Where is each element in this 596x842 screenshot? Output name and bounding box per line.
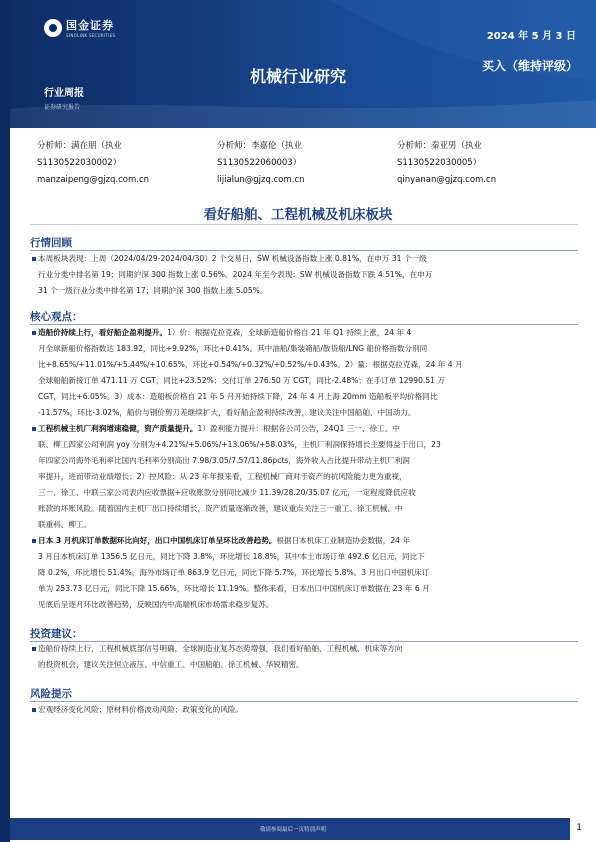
page-number: 1 (576, 823, 582, 833)
core-line: 1）盈利能力提升：根据各公司公告，24Q1 三一、徐工、中 (197, 424, 400, 433)
core-line: CGT，同比+6.05%。3）成本：造船板价格自 21 年 5 月开始持续下降，24 年 4 月上海 20mm 造船板平均价格同比 (38, 392, 438, 401)
core-line: 全球船舶新接订单 471.11 万 CGT，同比+23.52%；交付订单 276.50 万 CGT，同比-2.48%；在手订单 12990.51 万 (38, 376, 446, 385)
advice-line: 的投资机会，建议关注恒立液压、中信重工、中国船舶、徐工机械、华锐精密。 (38, 660, 304, 669)
logo-name-en: SINOLINK SECURITIES (66, 33, 116, 38)
core-paragraph-shipbuilding (38, 325, 568, 421)
analyst-2-line2: S1130522060003） (217, 158, 302, 168)
core-line: 年四家公司海外毛利率比国内毛利率分别高出 7.98/3.05/7.57/11.86pcts，海外收入占比提升带动主机厂利润 (38, 456, 410, 465)
bullet-icon (32, 539, 36, 543)
core-line: -11.57%，环比-3.02%，船价与钢价剪刀差继续扩大，看好船企盈利持续改善，建议关注中国船舶、中国动力。 (38, 408, 416, 417)
advice-line: 造船价持续上行，工程机械底部信号明确，全球制造业复苏态势增强，我们看好船舶、工程机械、机床等方向 (38, 644, 403, 653)
bullet-icon (32, 257, 36, 261)
company-logo (44, 17, 115, 38)
core-line: 比+8.65%/+11.01%/+5.44%/+10.65%，环比+0.54%/+0.32%/+0.52%/+0.43%。2）量：根据克拉克森，24 年 4 月 (38, 360, 463, 369)
core-line: 三一、徐工、中联三家公司表内应收票据+应收账款分别同比减少 11.39/28.20/35.07 亿元，一定程度降低应收 (38, 488, 416, 497)
advice-paragraph (38, 641, 568, 673)
report-subtype: 证券研究报告 (44, 104, 81, 111)
core-line: 根据日本机床工业制造协会数据，24 年 (276, 536, 410, 545)
risk-line: 宏观经济变化风险；原材料价格波动风险；政策变化的风险。 (38, 705, 244, 714)
analyst-1-line1: 分析师：满在朋（执业 (37, 141, 123, 151)
industry-title: 机械行业研究 (249, 67, 346, 86)
bullet-icon (32, 708, 36, 712)
analyst-3-line2: S1130522030005） (397, 158, 482, 168)
analyst-1-email[interactable]: manzaipeng@gjzq.com.cn (37, 175, 150, 185)
logo-mark-icon (44, 19, 62, 37)
bullet-icon (32, 427, 36, 431)
report-type: 行业周报 (44, 88, 84, 99)
section-title-core: 核心观点： (30, 311, 83, 323)
footer-disclaimer[interactable]: 敬请参阅最后一页特别声明 (259, 827, 326, 833)
review-paragraph (38, 251, 568, 299)
core-line: 率提升，进而带动业绩增长；2）控风险：从 23 年年报来看，工程机械厂商对于资产的抗风险能力更为重视， (38, 472, 407, 481)
core-line: 见底后呈逐月环比改善趋势，反映国内中高端机床市场需求稳步复苏。 (38, 600, 274, 609)
section-title-review: 行情回顾 (30, 237, 72, 249)
analyst-1-line2: S1130522030002） (37, 158, 122, 168)
rating-label: 买入（维持评级） (481, 59, 578, 73)
core-paragraph-machine-tools (38, 533, 568, 613)
left-decor-strip (0, 0, 10, 842)
core-lead-construction: 工程机械主机厂利润增速稳健，资产质量提升。 (38, 424, 198, 433)
core-lead-machine-tools: 日本 3 月机床订单数据环比向好，出口中国机床订单呈环比改善趋势。 (38, 536, 277, 545)
core-line: 账款的坏账风险。随着国内主机厂出口持续增长，资产质量逐渐改善，建议重点关注三一重工、徐工机械、中 (38, 504, 403, 513)
section-title-risk: 风险提示 (30, 688, 72, 700)
core-line: 单为 253.73 亿日元，同比下降 15.66%，环比增长 11.19%。整体来看，日本出口中国机床订单数据在 23 年 6 月 (38, 584, 430, 593)
title-divider (30, 224, 578, 225)
review-line: 行业分类中排名第 19；同期沪深 300 指数上涨 0.56%。2024 年至今表现：SW 机械设备指数下跌 4.51%，在申万 (38, 270, 433, 279)
risk-paragraph (38, 702, 568, 718)
analyst-3-email[interactable]: qinyanan@gjzq.com.cn (397, 175, 497, 185)
core-paragraph-construction (38, 421, 568, 533)
report-header (0, 0, 596, 128)
analyst-3 (397, 138, 577, 190)
analyst-3-line1: 分析师：秦亚男（执业 (397, 141, 483, 151)
core-line: 联、柳工四家公司利润 yoy 分别为+4.21%/+5.06%/+13.06%/+58.03%，主机厂利润保持增长主要得益于出口，23 (38, 440, 441, 449)
bullet-icon (32, 331, 36, 335)
core-line: 3 月日本机床订单 1356.5 亿日元，同比下降 3.8%，环比增长 18.8%，其中本土市场订单 492.6 亿日元，同比下 (38, 552, 425, 561)
core-line: 联重科、柳工。 (38, 520, 92, 529)
core-line: 降 0.2%，环比增长 51.4%，海外市场订单 863.9 亿日元，同比下降 5.7%，环比增长 5.8%。3 月出口中国机床订 (38, 568, 430, 577)
analyst-2-line1: 分析师：李嘉伦（执业 (217, 141, 303, 151)
bullet-icon (32, 647, 36, 651)
analyst-1 (37, 138, 217, 190)
analyst-2-email[interactable]: lijialun@gjzq.com.cn (217, 175, 305, 185)
core-line: 月全球新船价格指数达 183.92，同比+9.92%，环比+0.41%。其中油船/集装箱船/散货船/LNG 船价格指数分别同 (38, 344, 428, 353)
report-main-title: 看好船舶、工程机械及机床板块 (203, 207, 393, 223)
logo-name-cn: 国金证券 (66, 19, 114, 32)
report-date: 2024 年 5 月 3 日 (486, 31, 576, 42)
review-line: 31 个一级行业分类中排名第 17；同期沪深 300 指数上涨 5.05%。 (38, 286, 268, 295)
review-line: 本周板块表现：上周（2024/04/29-2024/04/30）2 个交易日，SW 机械设备指数上涨 0.81%，在申万 31 个一级 (38, 254, 427, 263)
core-line: 1）价：根据克拉克森，全球新造船价格自 21 年 Q1 持续上涨，24 年 4 (167, 328, 412, 337)
analyst-2 (217, 138, 397, 190)
analyst-block (37, 138, 577, 190)
core-lead-shipbuilding: 造船价持续上行，看好船企盈利提升。 (38, 328, 168, 337)
section-title-advice: 投资建议： (30, 628, 83, 640)
